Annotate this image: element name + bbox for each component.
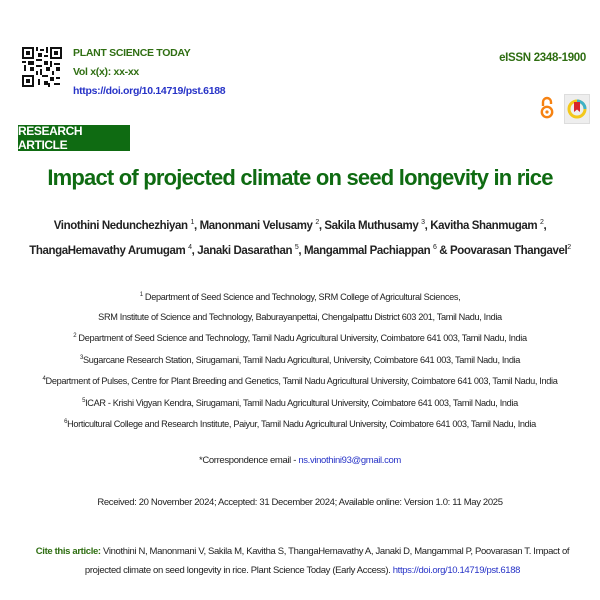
doi-link-header[interactable]: https://doi.org/10.14719/pst.6188 bbox=[73, 85, 226, 97]
affiliation-item bbox=[0, 413, 600, 435]
author-name: ThangaHemavathy Arumugam bbox=[29, 244, 189, 257]
affiliation-num: 6 bbox=[64, 419, 68, 426]
author-name: Poovarasan Thangavel bbox=[449, 244, 568, 257]
author-line-1 bbox=[0, 212, 600, 237]
affiliation-text: Department of Pulses, Centre for Plant Breeding and Genetics, Tamil Nadu Agricultural University, Coimbatore 641 003, Tamil Nadu, India bbox=[45, 376, 558, 387]
article-dates: Received: 20 November 2024; Accepted: 31 December 2024; Available online: Version 1.0: 11 May 2025 bbox=[97, 497, 503, 508]
citation bbox=[30, 542, 575, 580]
affiliation-num: 4 bbox=[42, 376, 46, 383]
correspondence bbox=[0, 455, 600, 466]
correspondence-email-link[interactable]: ns.vinothini93@gmail.com bbox=[298, 455, 401, 466]
affiliation-item bbox=[0, 392, 600, 414]
author-name: Kavitha Shanmugam bbox=[430, 219, 540, 232]
qr-code-icon bbox=[22, 47, 62, 87]
author-affiliation-num: 3 bbox=[421, 219, 425, 226]
author-name: Janaki Dasarathan bbox=[197, 244, 295, 257]
correspondence-label: *Correspondence email - bbox=[199, 455, 299, 466]
separator: , bbox=[298, 244, 304, 257]
affiliation-item bbox=[0, 308, 600, 328]
journal-name: PLANT SCIENCE TODAY bbox=[73, 47, 191, 59]
author-name: Mangammal Pachiappan bbox=[303, 244, 433, 257]
separator: , bbox=[424, 219, 431, 232]
separator: , bbox=[543, 219, 547, 232]
affiliation-text: Horticultural College and Research Institute, Paiyur, Tamil Nadu Agricultural University, Coimbatore 641 003, Tamil Nadu, India bbox=[67, 419, 536, 430]
author-affiliation-num: 1 bbox=[190, 219, 194, 226]
eissn-label: eISSN 2348-1900 bbox=[499, 52, 586, 64]
author-affiliation-num: 2 bbox=[315, 219, 319, 226]
author-name: Sakila Muthusamy bbox=[324, 219, 422, 232]
separator: & bbox=[436, 244, 450, 257]
affiliation-num: 3 bbox=[79, 354, 83, 361]
separator: , bbox=[191, 244, 198, 257]
affiliation-text: SRM Institute of Science and Technology, Baburayanpettai, Chengalpattu District 603 201, Tamil Nadu, India bbox=[98, 311, 502, 322]
affiliation-item bbox=[0, 370, 600, 392]
affiliation-item bbox=[0, 327, 600, 349]
affiliation-list bbox=[0, 286, 600, 435]
citation-text: Vinothini N, Manonmani V, Sakila M, Kavitha S, ThangaHemavathy A, Janaki D, Mangammal P, Poovarasan T. Impact of projected climate on seed longevity in rice. Plant Science Today (Early Access). bbox=[84, 546, 570, 576]
author-affiliation-num: 2 bbox=[539, 219, 544, 226]
author-line-2 bbox=[0, 237, 600, 262]
author-name: Vinothini Nedunchezhiyan bbox=[53, 219, 191, 232]
affiliation-text: Sugarcane Research Station, Sirugamani, Tamil Nadu Agricultural, University, Coimbatore 641 003, Tamil Nadu, India bbox=[82, 354, 521, 365]
article-type-badge: RESEARCH ARTICLE bbox=[18, 125, 130, 151]
author-affiliation-num: 2 bbox=[567, 243, 571, 251]
affiliation-num: 5 bbox=[82, 397, 86, 404]
affiliation-text: Department of Seed Science and Technology, Tamil Nadu Agricultural University, Coimbatore 641 003, Tamil Nadu, India bbox=[76, 333, 527, 344]
affiliation-text: ICAR - Krishi Vigyan Kendra, Sirugamani, Tamil Nadu Agricultural University, Coimbatore 641 003, Tamil Nadu, India bbox=[85, 397, 518, 408]
author-affiliation-num: 5 bbox=[294, 243, 299, 251]
affiliation-num: 2 bbox=[73, 333, 77, 340]
author-name: Manonmani Velusamy bbox=[199, 219, 316, 232]
article-title: Impact of projected climate on seed longevity in rice bbox=[47, 165, 553, 190]
citation-doi-link[interactable]: https://doi.org/10.14719/pst.6188 bbox=[392, 565, 521, 576]
journal-volume: Vol x(x): xx-xx bbox=[73, 66, 139, 78]
affiliation-num: 1 bbox=[139, 292, 143, 298]
affiliation-text: Department of Seed Science and Technology, SRM College of Agricultural Sciences, bbox=[142, 292, 461, 303]
citation-label: Cite this article: bbox=[35, 546, 104, 557]
author-affiliation-num: 4 bbox=[188, 243, 192, 251]
author-affiliation-num: 6 bbox=[432, 243, 437, 251]
separator: , bbox=[318, 219, 325, 232]
separator: , bbox=[193, 219, 200, 232]
affiliation-item bbox=[0, 286, 600, 308]
open-access-icon bbox=[540, 96, 554, 120]
crossmark-icon[interactable] bbox=[564, 94, 590, 124]
author-list bbox=[0, 212, 600, 262]
affiliation-item bbox=[0, 349, 600, 371]
